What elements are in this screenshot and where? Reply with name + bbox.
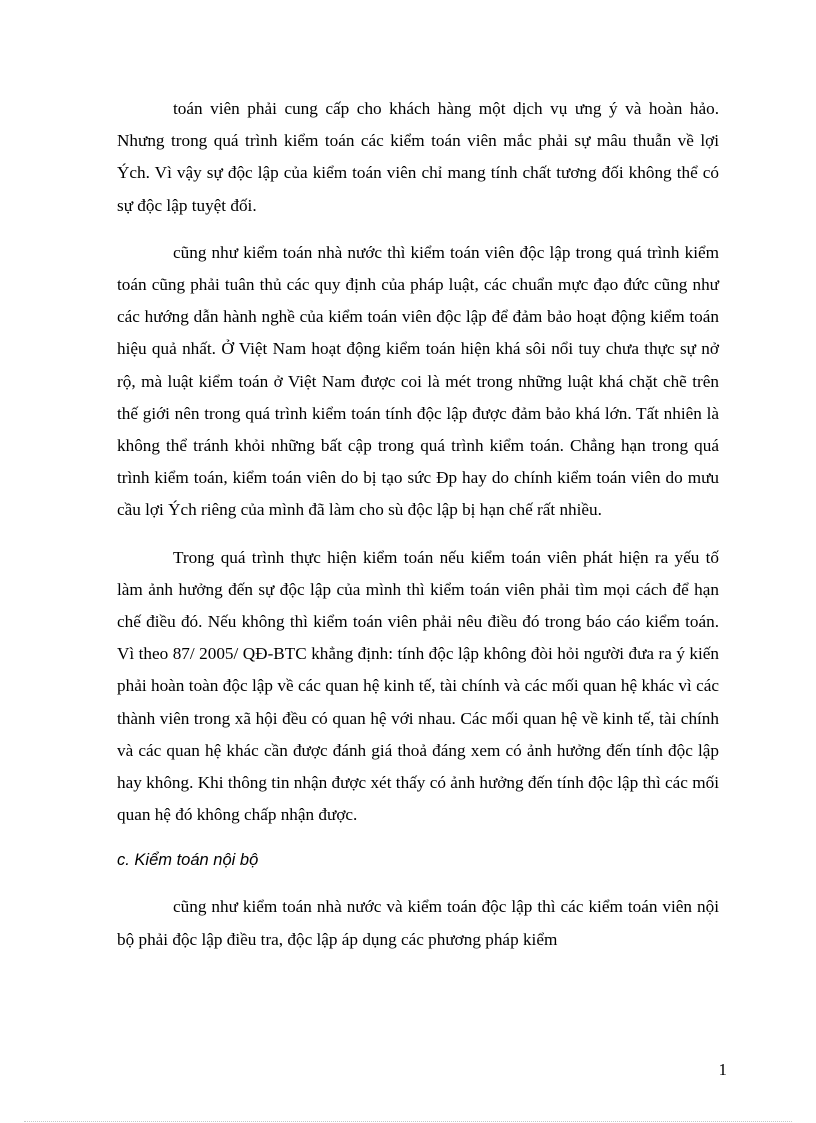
page-bottom-divider bbox=[24, 1121, 792, 1122]
page-number: 1 bbox=[718, 1060, 727, 1079]
paragraph-3: Trong quá trình thực hiện kiểm toán nếu kiểm toán viên phát hiện ra yếu tố làm ảnh hưởng đến sự độc lập của mình thì kiểm toán viên phải tìm mọi cách để hạn chế điều đó. Nếu không thì kiểm toán viên phải nêu điều đó trong báo cáo kiểm toán. Vì theo 87/ 2005/ QĐ-BTC khẳng định: tính độc lập không đòi hỏi người đưa ra ý kiến phải hoàn toàn độc lập về các quan hệ kinh tế, tài chính và các mối quan hệ khác vì các thành viên trong xã hội đều có quan hệ với nhau. Các mối quan hệ về kinh tế, tài chính và các quan hệ khác cần được đánh giá thoả đáng xem có ảnh hưởng đến tính độc lập hay không. Khi thông tin nhận được xét thấy có ảnh hưởng đến tính độc lập thì các mối quan hệ đó không chấp nhận được. bbox=[117, 547, 719, 825]
paragraph-1: toán viên phải cung cấp cho khách hàng một dịch vụ ưng ý và hoàn hảo. Nhưng trong quá trình kiểm toán các kiểm toán viên mắc phải sự mâu thuẫn về lợi Ých. Vì vậy sự độc lập của kiểm toán viên chỉ mang tính chất tương đối không thể có sự độc lập tuyệt đối. bbox=[117, 99, 719, 215]
paragraph-4: cũng như kiểm toán nhà nước và kiểm toán độc lập thì các kiểm toán viên nội bộ phải độc lập điều tra, độc lập áp dụng các phương pháp kiểm bbox=[117, 897, 719, 949]
paragraph-2: cũng như kiểm toán nhà nước thì kiểm toán viên độc lập trong quá trình kiểm toán cũng phải tuân thủ các quy định của pháp luật, các chuẩn mực đạo đức cũng như các hướng dẫn hành nghề của kiểm toán viên độc lập để đảm bảo hoạt động kiểm toán hiệu quả nhất. Ở Việt Nam hoạt động kiểm toán hiện khá sôi nổi tuy chưa thực sự nở rộ, mà luật kiểm toán ở Việt Nam được coi là mét trong những luật khá chặt chẽ trên thế giới nên trong quá trình kiểm toán tính độc lập được đảm bảo khá lớn. Tất nhiên là không thể tránh khỏi những bất cập trong quá trình kiểm toán. Chẳng hạn trong quá trình kiểm toán, kiểm toán viên do bị tạo sức Ðp hay do chính kiểm toán viên do mưu cầu lợi Ých riêng của mình đã làm cho sù độc lập bị hạn chế rất nhiều. bbox=[117, 242, 719, 520]
page-content bbox=[117, 93, 719, 971]
section-heading: c. Kiểm toán nội bộ bbox=[117, 851, 259, 870]
